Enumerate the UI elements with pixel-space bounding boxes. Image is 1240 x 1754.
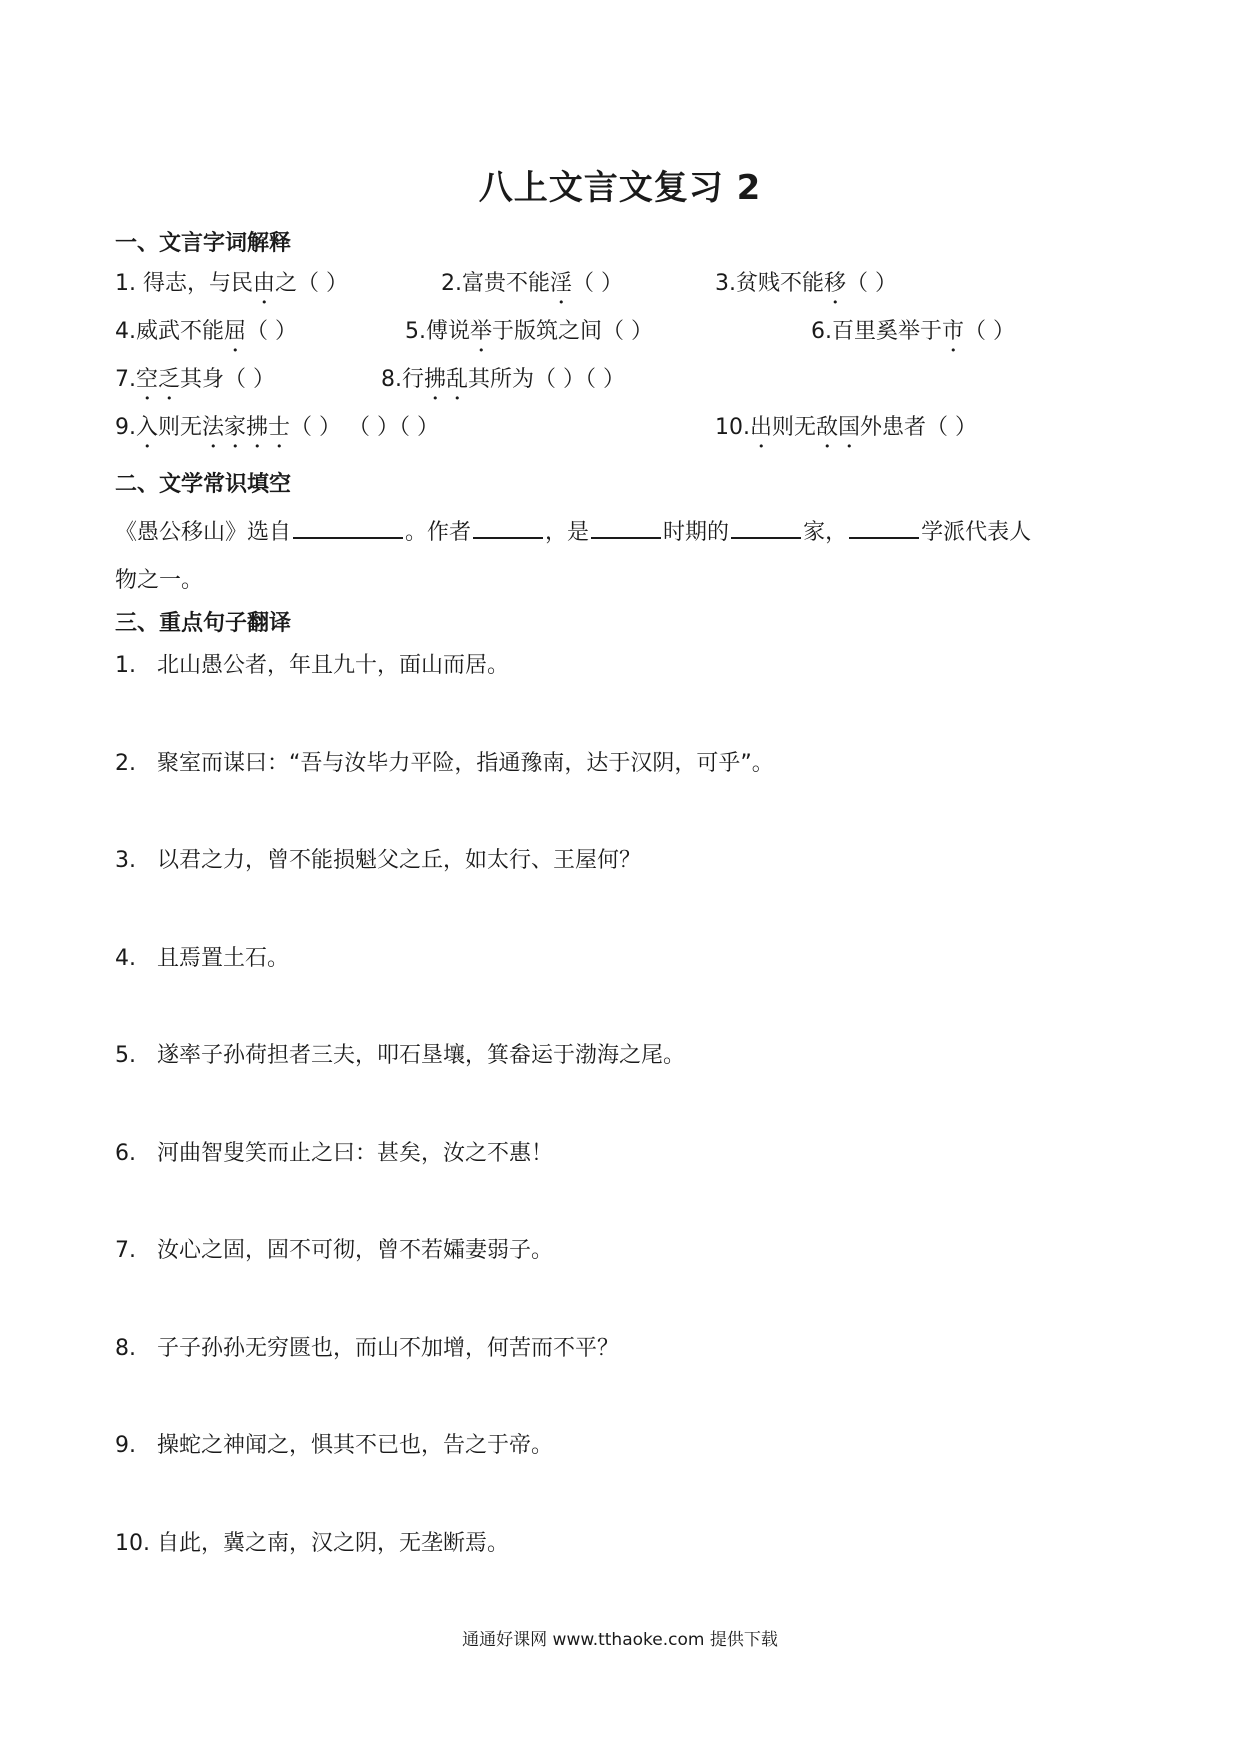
- translation-number: 10.: [115, 1530, 150, 1556]
- fill-blank-period[interactable]: [591, 515, 661, 539]
- literature-fill-line: 《愚公移山》选自 。作者 ，是 时期的 家， 学派代表人: [115, 515, 1031, 546]
- translation-sentence: 且焉置土石。: [157, 945, 290, 971]
- translation-item: [115, 843, 641, 874]
- translation-number: 4.: [115, 945, 136, 971]
- vocab-item-9: 9.入则无法家拂士（ ） （ ）（ ）: [115, 415, 440, 440]
- translation-number: 8.: [115, 1335, 136, 1361]
- translation-number: 2.: [115, 750, 136, 776]
- translation-sentence: 北山愚公者，年且九十，面山而居。: [157, 653, 510, 678]
- translation-sentence: 汝心之固，固不可彻，曾不若孀妻弱子。: [157, 1238, 554, 1263]
- translation-item: [115, 648, 509, 679]
- vocab-item-7: 7.空乏其身（ ）: [115, 367, 276, 392]
- vocab-item-6: 6.百里奚举于市（ ）: [811, 319, 1016, 344]
- section3-heading: 三、重点句子翻译: [115, 611, 292, 636]
- vocab-item-2: 2.富贵不能淫（ ）: [441, 271, 624, 296]
- translation-number: 9.: [115, 1433, 136, 1458]
- vocab-item-5: 5.傅说举于版筑之间（ ）: [405, 319, 654, 344]
- translation-sentence: 操蛇之神闻之，惧其不已也，告之于帝。: [157, 1433, 554, 1458]
- translation-number: 3.: [115, 848, 136, 873]
- translation-number: 5.: [115, 1043, 136, 1068]
- translation-item: [115, 941, 289, 972]
- translation-item: [115, 1233, 553, 1264]
- fill-blank-school[interactable]: [849, 515, 919, 539]
- translation-sentence: 遂率子孙荷担者三夫，叩石垦壤，箕畚运于渤海之尾。: [157, 1043, 686, 1068]
- translation-number: 7.: [115, 1238, 136, 1263]
- translation-item: [115, 1428, 553, 1459]
- footer-note: 通通好课网 www.tthaoke.com 提供下载: [462, 1630, 778, 1650]
- vocab-item-10: 10.出则无敌国外患者（ ）: [715, 415, 978, 440]
- fill-blank-author[interactable]: [473, 515, 543, 539]
- translation-sentence: 以君之力，曾不能损魁父之丘，如太行、王屋何？: [157, 848, 642, 873]
- translation-sentence: 河曲智叟笑而止之曰：甚矣，汝之不惠！: [157, 1140, 554, 1166]
- translation-item: [115, 1331, 619, 1362]
- translation-sentence: 子子孙孙无穷匮也，而山不加增，何苦而不平？: [157, 1335, 620, 1361]
- fill-blank-source[interactable]: [293, 515, 403, 539]
- section1-heading: 一、文言字词解释: [115, 231, 292, 256]
- translation-item: [115, 1526, 509, 1557]
- vocab-item-1: 1. 得志，与民由之（ ）: [115, 271, 348, 296]
- translation-item: [115, 746, 774, 777]
- translation-item: [115, 1136, 553, 1167]
- translation-item: [115, 1038, 685, 1069]
- translation-sentence: 聚室而谋曰：“吾与汝毕力平险，指通豫南，达于汉阴，可乎”。: [157, 750, 774, 776]
- vocab-item-8: 8.行拂乱其所为（ ）（ ）: [381, 367, 626, 392]
- vocab-item-4: 4.威武不能屈（ ）: [115, 319, 298, 344]
- translation-number: 1.: [115, 653, 136, 678]
- section2-heading: 二、文学常识填空: [115, 472, 292, 497]
- translation-number: 6.: [115, 1140, 136, 1166]
- translation-sentence: 自此，冀之南，汉之阴，无垄断焉。: [157, 1530, 510, 1556]
- page-title: 八上文言文复习 2: [478, 168, 762, 208]
- fill-blank-role[interactable]: [731, 515, 801, 539]
- literature-fill-line-2: 物之一。: [115, 568, 204, 593]
- vocab-item-3: 3.贫贱不能移（ ）: [715, 271, 898, 296]
